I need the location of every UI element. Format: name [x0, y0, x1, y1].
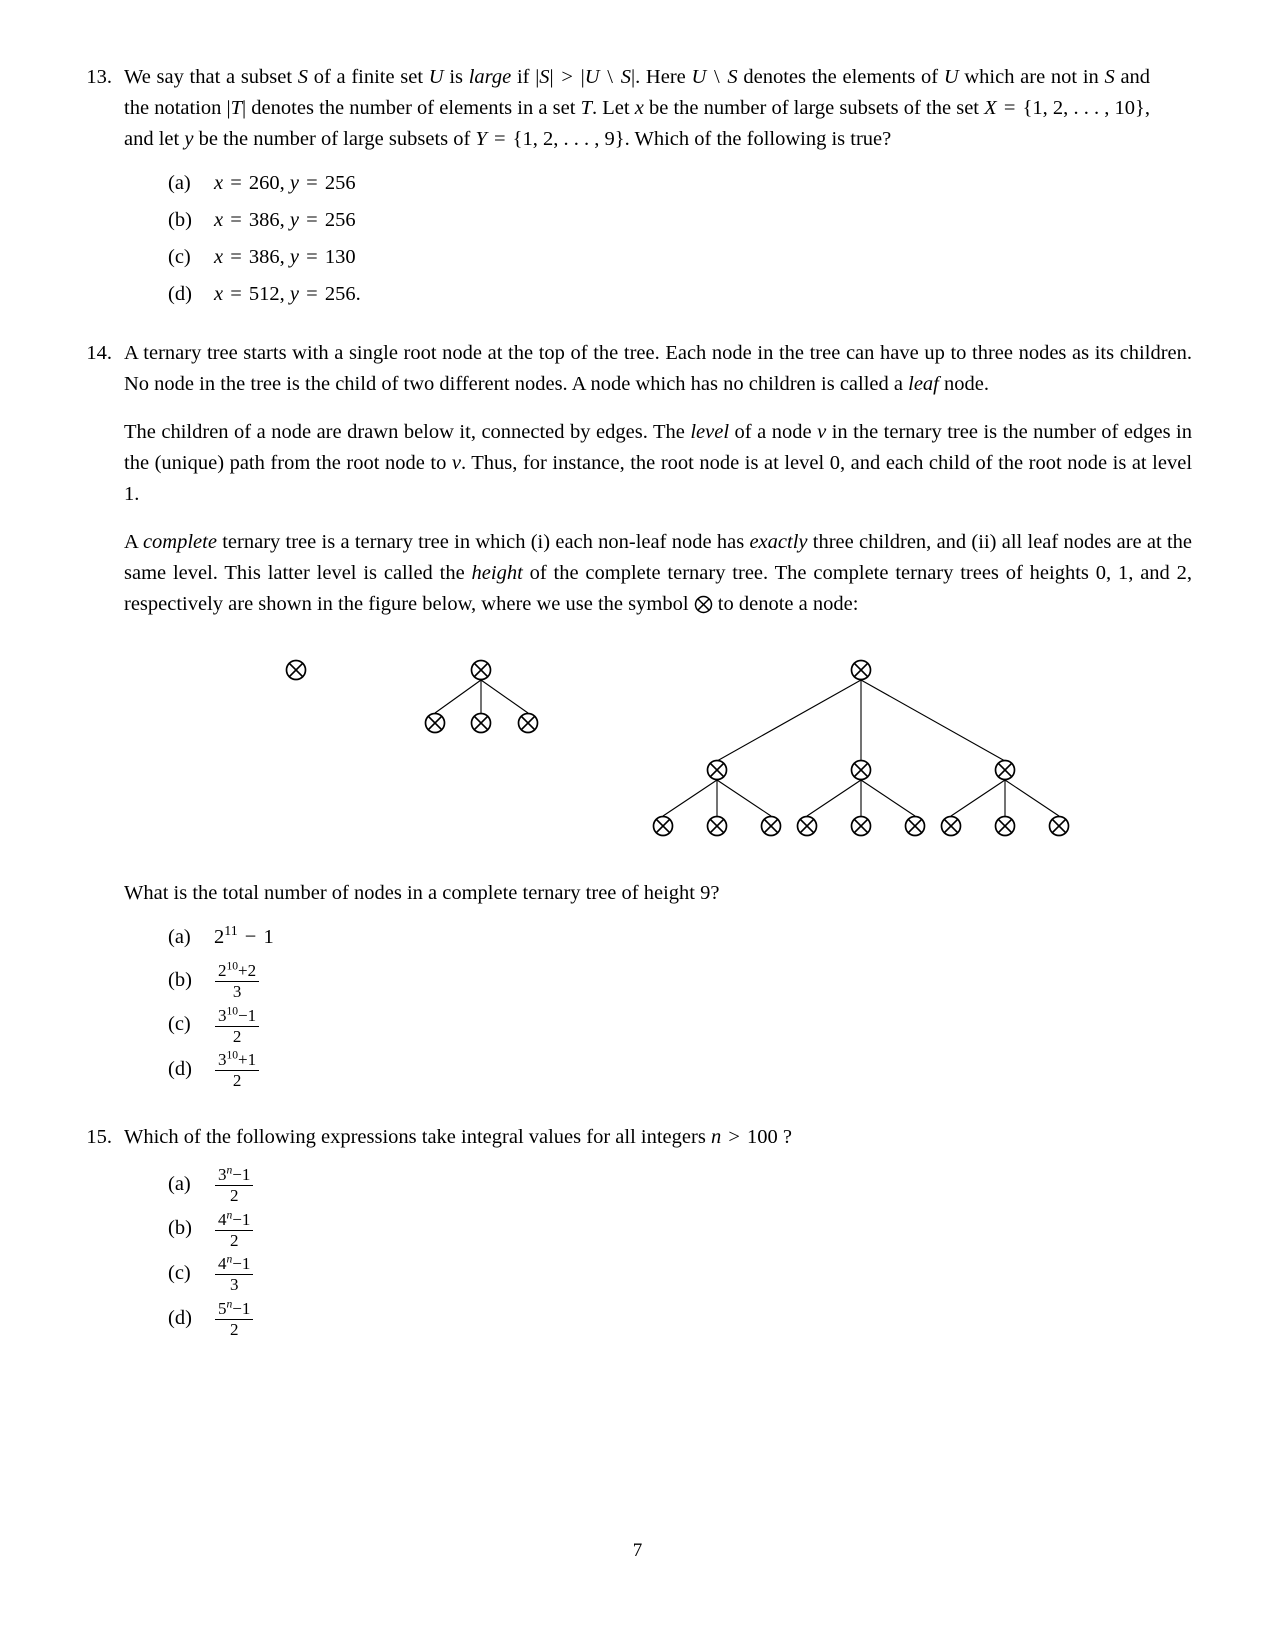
- option-15-a[interactable]: [168, 1163, 1150, 1205]
- question-15-body: [124, 1122, 1150, 1345]
- option-15-a-text: [214, 1163, 254, 1205]
- tree-height-0: [287, 661, 306, 680]
- question-14-paragraph-2: The children of a node are drawn below it, connected by edges. The level of a node v in the ternary tree is the number of edges in the (unique) path from the root node to v. Thus, for instance, the root node is at level 0, and each child of the root node is at level 1.: [124, 421, 1193, 505]
- question-13: [82, 62, 1150, 316]
- option-14-b-text: [214, 959, 260, 1001]
- option-15-d-label: (d): [168, 1306, 192, 1329]
- fraction-14-c: $\frac{3^{10}-1}{2}$: [215, 1007, 259, 1046]
- option-14-c-label: (c): [168, 1013, 191, 1036]
- option-15-c[interactable]: [168, 1252, 1150, 1295]
- option-15-b-text: [214, 1208, 254, 1250]
- option-15-a-label: (a): [168, 1172, 191, 1195]
- option-13-c-text: x = 386, y = 130: [214, 246, 356, 268]
- question-13-number: 13.: [86, 66, 112, 88]
- option-13-a-label: (a): [168, 172, 191, 194]
- question-14-sub-question: What is the total number of nodes in a complete ternary tree of height 9?: [124, 882, 720, 904]
- option-13-d[interactable]: [168, 279, 1150, 313]
- node-symbol-icon: [694, 593, 713, 612]
- question-13-options: [168, 168, 1150, 313]
- option-15-c-text: [214, 1252, 254, 1295]
- ternary-tree-svg: [124, 648, 1192, 878]
- fraction-14-d: $\frac{3^{10}+1}{2}$: [215, 1051, 259, 1090]
- option-14-a-label: (a): [168, 926, 191, 948]
- question-14-paragraph-3: A complete ternary tree is a ternary tree in which (i) each non-leaf node has exactly three children, and (ii) all leaf nodes are at the same level. This latter level is called the height of the complete ternary tree. The complete ternary trees of heights 0, 1, and 2, respectively are shown in the figure below, where we use the symbol to denote a node:: [124, 531, 1193, 615]
- fraction-15-a: $\frac{3^n-1}{2}$: [215, 1166, 253, 1205]
- option-13-c-label: (c): [168, 246, 191, 268]
- option-14-a-text: $2^{11} - 1$: [214, 924, 274, 948]
- option-15-d-text: [214, 1297, 254, 1339]
- question-15-options: [168, 1163, 1150, 1339]
- question-13-paragraph: We say that a subset S of a finite set U is large if |S| > |U \ S|. Here U \ S denotes the elements of U which are not in S and the notation |T| denotes the number of elements in a set T. Let x be the number of large subsets of the set X = {1, 2, . . . , 10}, and let y be the number of large subsets of Y = {1, 2, . . . , 9}. Which of the following is true?: [124, 66, 1151, 150]
- option-13-a[interactable]: [168, 168, 1150, 202]
- tree-height-1: [426, 661, 538, 733]
- option-13-b-text: x = 386, y = 256: [214, 209, 356, 231]
- option-14-b[interactable]: [168, 959, 1192, 1001]
- option-13-d-label: (d): [168, 283, 192, 305]
- ternary-tree-figure: [124, 648, 1192, 878]
- question-15-paragraph: Which of the following expressions take integral values for all integers n > 100 ?: [124, 1126, 792, 1149]
- option-13-a-text: x = 260, y = 256: [214, 172, 356, 194]
- option-14-d[interactable]: [168, 1048, 1192, 1091]
- option-14-b-label: (b): [168, 968, 192, 991]
- question-14: [82, 338, 1193, 1096]
- option-15-b-label: (b): [168, 1217, 192, 1240]
- question-15-number: 15.: [86, 1126, 112, 1149]
- option-13-b-label: (b): [168, 209, 192, 231]
- option-15-d[interactable]: [168, 1297, 1150, 1339]
- option-13-c[interactable]: [168, 242, 1150, 276]
- option-15-b[interactable]: [168, 1208, 1150, 1250]
- question-13-body: [124, 62, 1150, 316]
- option-14-d-text: [214, 1048, 260, 1091]
- page-number: 7: [632, 1540, 643, 1561]
- fraction-14-b: $\frac{2^{10}+2}{3}$: [215, 962, 259, 1001]
- tree-height-1-edges: [435, 680, 528, 713]
- question-15: [82, 1122, 1150, 1345]
- fraction-15-c: $\frac{4^n-1}{3}$: [215, 1255, 253, 1294]
- page-content: [82, 62, 1193, 1345]
- fraction-15-b: $\frac{4^n-1}{2}$: [215, 1211, 253, 1250]
- option-14-a[interactable]: [168, 922, 1192, 956]
- tree-height-2: [654, 661, 1069, 836]
- option-13-b[interactable]: [168, 205, 1150, 239]
- option-15-c-label: (c): [168, 1262, 191, 1285]
- option-13-d-text: x = 512, y = 256.: [214, 283, 361, 305]
- option-14-c-text: [214, 1004, 260, 1046]
- question-14-options: [168, 922, 1192, 1090]
- option-14-d-label: (d): [168, 1057, 192, 1080]
- question-14-paragraph-1: A ternary tree starts with a single root node at the top of the tree. Each node in the tree can have up to three nodes as its children. No node in the tree is the child of two different nodes. A node which has no children is called a leaf node.: [124, 342, 1192, 395]
- question-14-body: [124, 338, 1192, 1096]
- fraction-15-d: $\frac{5^n-1}{2}$: [215, 1300, 253, 1339]
- option-14-c[interactable]: [168, 1004, 1192, 1046]
- question-14-number: 14.: [86, 342, 112, 364]
- tree-height-2-edges: [663, 680, 1059, 816]
